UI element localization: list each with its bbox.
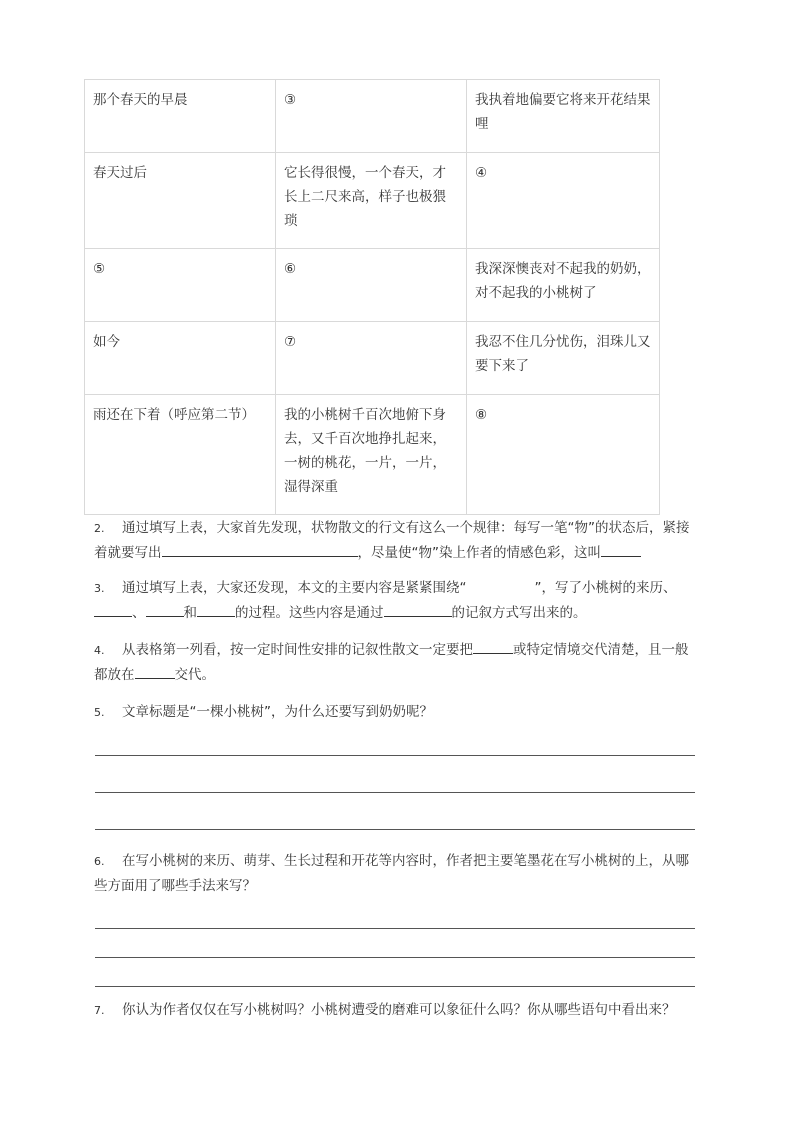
table-cell: ③: [276, 80, 467, 153]
table-cell: 我执着地偏要它将来开花结果哩: [467, 80, 660, 153]
table-cell: 如今: [85, 322, 276, 395]
table-cell: 我深深懊丧对不起我的奶奶，对不起我的小桃树了: [467, 249, 660, 322]
question-2: [94, 516, 700, 565]
table-cell: ⑧: [467, 395, 660, 515]
table-row: [85, 395, 660, 515]
table-cell: 它长得很慢，一个春天，才长上二尺来高，样子也极猥琐: [276, 153, 467, 249]
question-5: [94, 700, 700, 725]
question-text: 、: [132, 605, 146, 621]
table-cell: 那个春天的早晨: [85, 80, 276, 153]
answer-blank[interactable]: [473, 639, 513, 654]
question-text: 交代。: [174, 667, 215, 683]
answer-blank[interactable]: [162, 542, 358, 557]
question-text: 在写小桃树的来历、萌芽、生长过程和开花等内容时，作者把主要笔墨花在写小桃树的上，从哪些方面用了哪些手法来写？: [94, 853, 689, 894]
answer-blank[interactable]: [146, 602, 184, 617]
question-text: 文章标题是“一棵小桃树”，为什么还要写到奶奶呢？: [122, 704, 433, 720]
table-cell: ⑤: [85, 249, 276, 322]
question-number: 4.: [94, 644, 105, 657]
answer-line[interactable]: [95, 986, 695, 987]
question-text: 或特定情境交代清楚，且一般都放在: [94, 642, 689, 683]
question-text: ”，写了小桃树的来历、: [534, 580, 677, 596]
answer-blank[interactable]: [135, 664, 175, 679]
table-cell: 我的小桃树千百次地俯下身去，又千百次地挣扎起来，一树的桃花，一片，一片，湿得深重: [276, 395, 467, 515]
answer-line[interactable]: [95, 829, 695, 830]
answer-line[interactable]: [95, 957, 695, 958]
question-text: 和: [183, 605, 197, 621]
table-cell: 雨还在下着（呼应第二节）: [85, 395, 276, 515]
table-row: [85, 80, 660, 153]
question-text: 你认为作者仅仅在写小桃树吗？小桃树遭受的磨难可以象征什么吗？你从哪些语句中看出来？: [122, 1002, 676, 1018]
answer-blank[interactable]: [384, 602, 452, 617]
question-number: 6.: [94, 855, 105, 868]
analysis-table: [84, 79, 660, 515]
question-text: 的过程。这些内容是通过: [235, 605, 384, 621]
question-4: [94, 638, 700, 687]
answer-blank[interactable]: [94, 602, 132, 617]
table-cell: 我忍不住几分忧伤，泪珠儿又要下来了: [467, 322, 660, 395]
answer-line[interactable]: [95, 755, 695, 756]
question-7: [94, 998, 700, 1023]
question-number: 7.: [94, 1004, 105, 1017]
answer-line[interactable]: [95, 928, 695, 929]
question-number: 2.: [94, 522, 105, 535]
question-text: 通过填写上表，大家还发现，本文的主要内容是紧紧围绕“: [122, 580, 467, 596]
table-cell: ④: [467, 153, 660, 249]
question-text: 的记叙方式写出来的。: [451, 605, 587, 621]
question-text: 通过填写上表，大家首先发现，状物散文的行文有这么一个规律：每写一笔“物”的状态后，紧接着就要写出: [94, 520, 690, 561]
question-text: ，尽量使“物”染上作者的情感色彩，这叫: [357, 545, 601, 561]
question-number: 3.: [94, 582, 105, 595]
table-row: [85, 322, 660, 395]
answer-line[interactable]: [95, 792, 695, 793]
question-text: 从表格第一列看，按一定时间性安排的记叙性散文一定要把: [122, 642, 473, 658]
table-cell: ⑥: [276, 249, 467, 322]
question-3: [94, 576, 700, 625]
question-number: 5.: [94, 706, 105, 719]
table-row: [85, 153, 660, 249]
table-cell: ⑦: [276, 322, 467, 395]
answer-blank[interactable]: [601, 542, 641, 557]
table-row: [85, 249, 660, 322]
table-cell: 春天过后: [85, 153, 276, 249]
answer-blank[interactable]: [197, 602, 235, 617]
question-6: [94, 849, 700, 898]
